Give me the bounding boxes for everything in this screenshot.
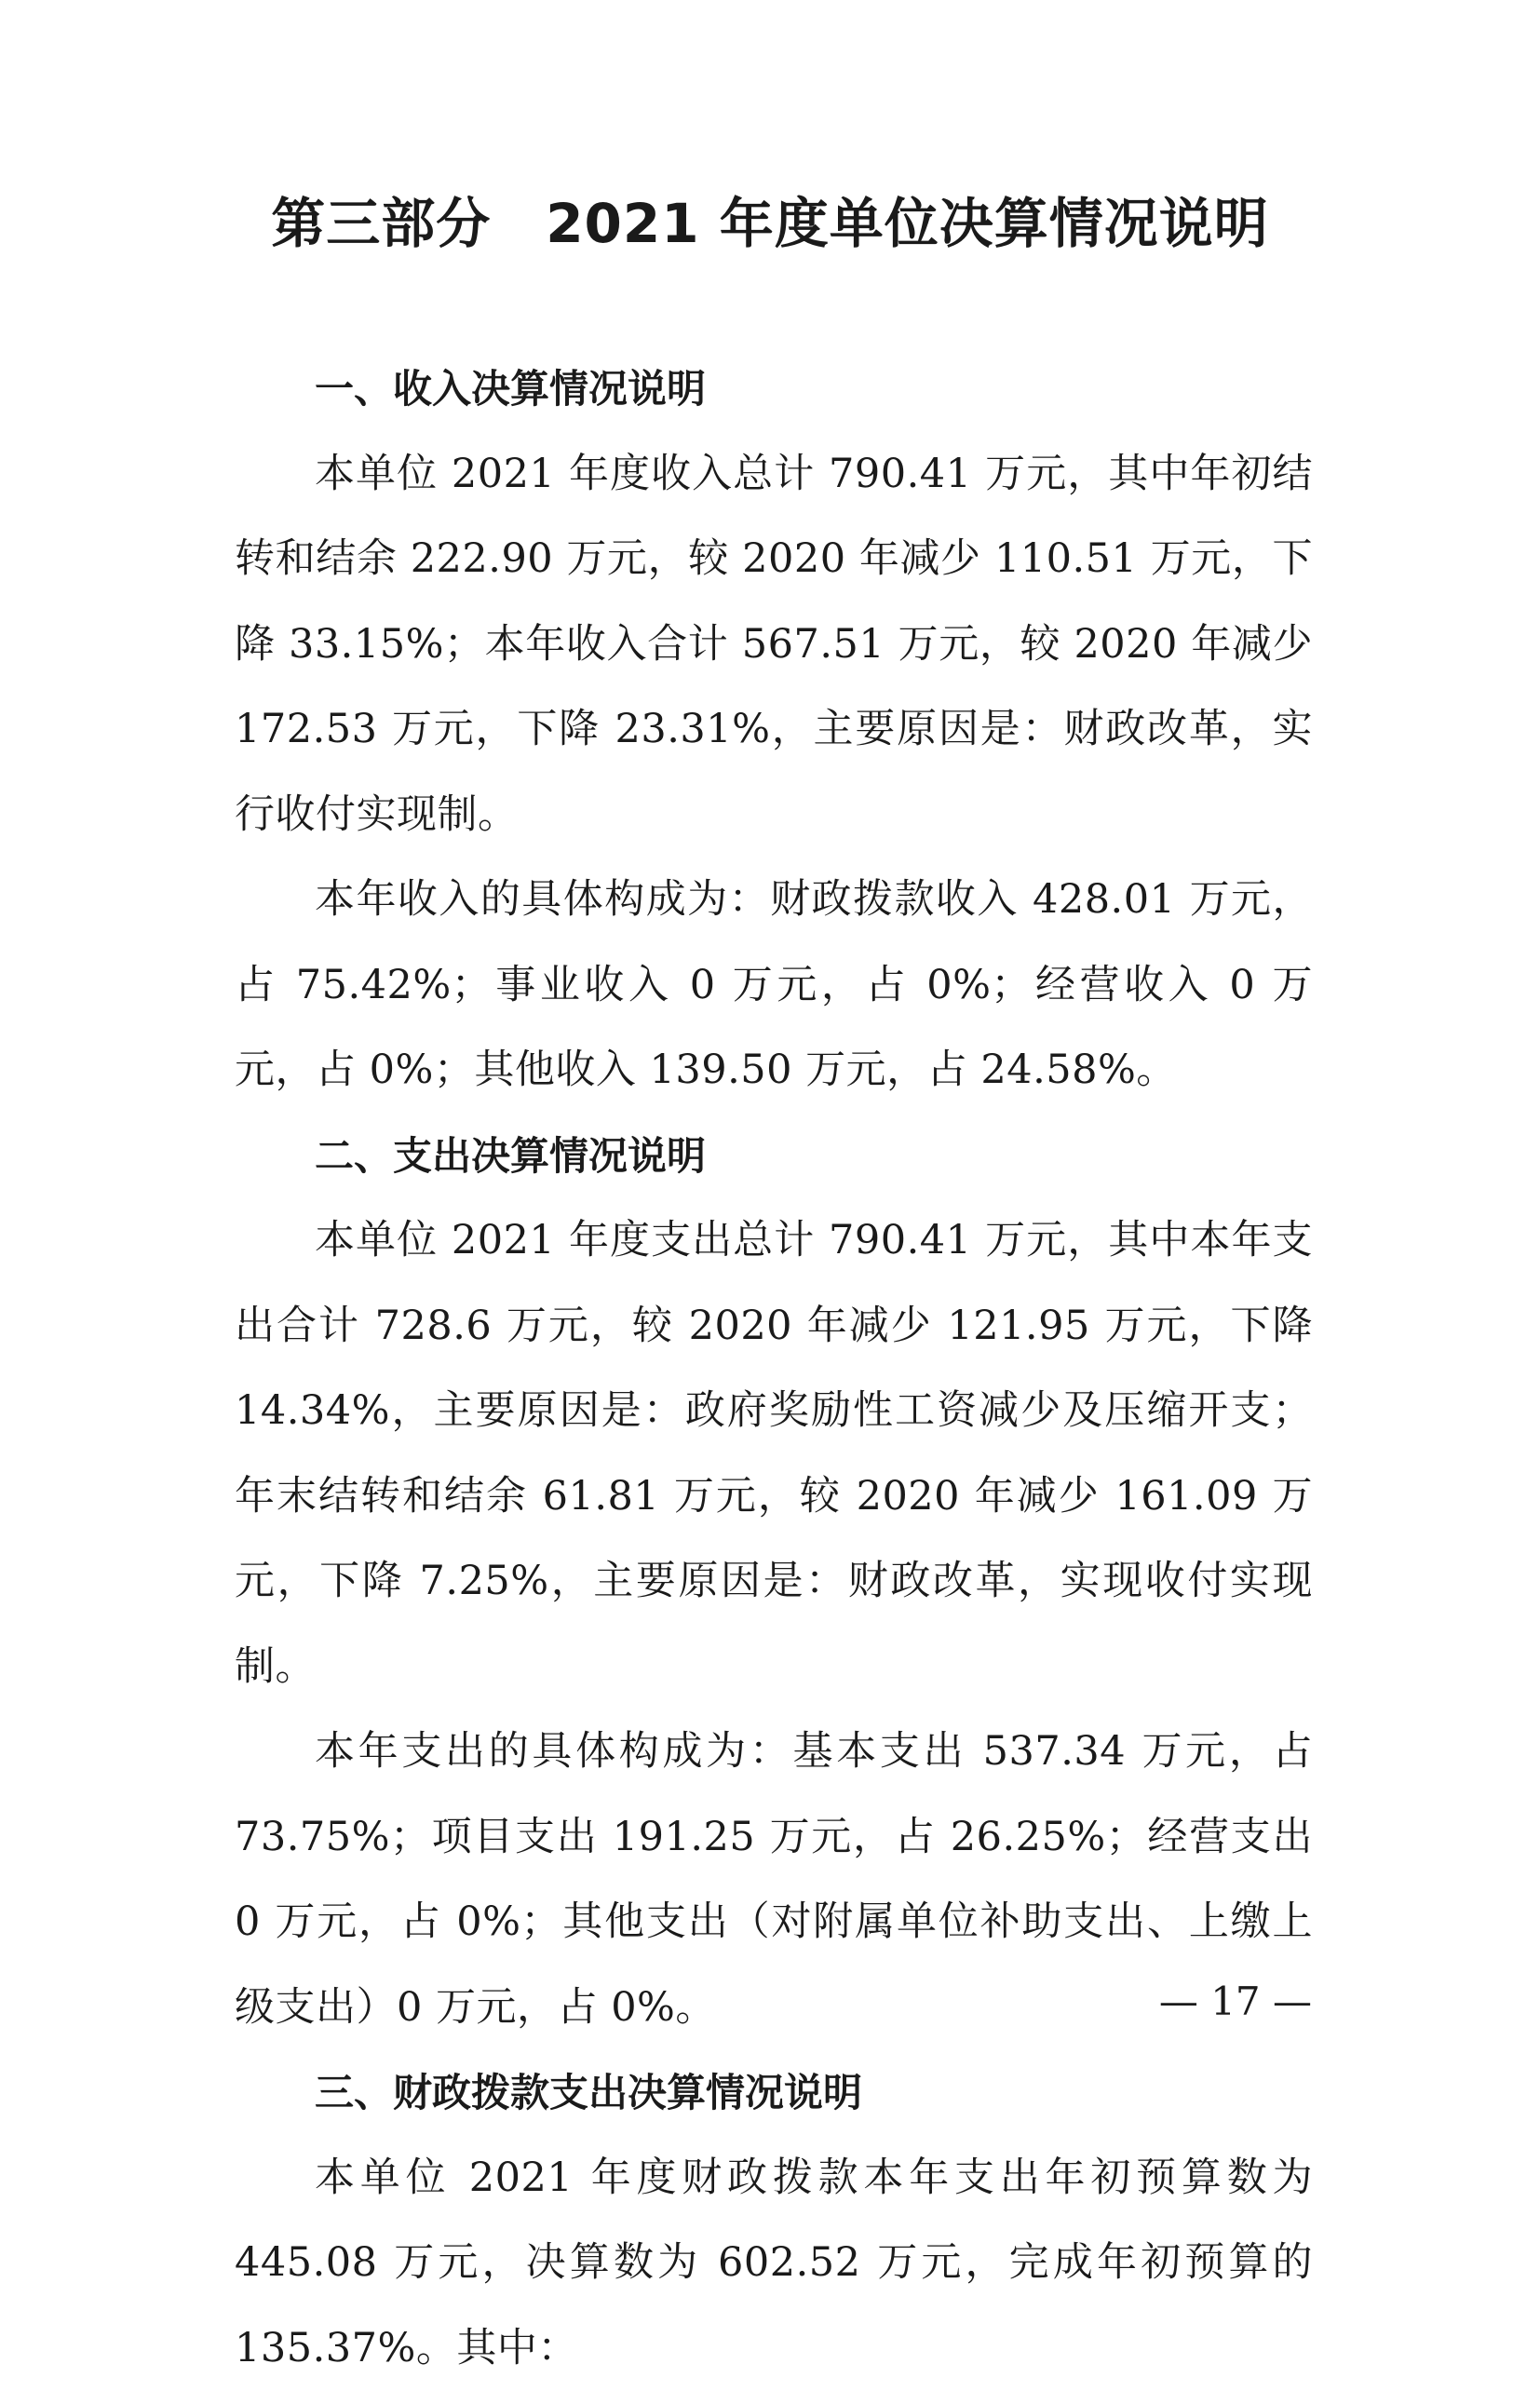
fiscal-appropriation-paragraph-1: 本单位 2021 年度财政拨款本年支出年初预算数为 445.08 万元，决算数为 602.52 万元，完成年初预算的 135.37%。其中：	[235, 2136, 1313, 2391]
document-body	[235, 346, 1313, 2391]
income-paragraph-1: 本单位 2021 年度收入总计 790.41 万元，其中年初结转和结余 222.90 万元，较 2020 年减少 110.51 万元，下降 33.15%；本年收入合计 567.51 万元，较 2020 年减少 172.53 万元，下降 23.31%，主要原因是：财政改革，实行收付实现制。	[235, 432, 1313, 858]
expenditure-paragraph-1: 本单位 2021 年度支出总计 790.41 万元，其中本年支出合计 728.6 万元，较 2020 年减少 121.95 万元，下降 14.34%，主要原因是：政府奖励性工资减少及压缩开支；年末结转和结余 61.81 万元，较 2020 年减少 161.09 万元，下降 7.25%，主要原因是：财政改革，实现收付实现制。	[235, 1198, 1313, 1709]
section-heading-expenditure: 二、支出决算情况说明	[235, 1114, 1313, 1199]
section-heading-income: 一、收入决算情况说明	[235, 346, 1313, 432]
page-number: — 17 —	[1159, 1974, 1312, 2030]
expenditure-paragraph-2: 本年支出的具体构成为：基本支出 537.34 万元，占 73.75%；项目支出 191.25 万元，占 26.25%；经营支出 0 万元，占 0%；其他支出（对附属单位补助支出、上缴上级支出）0 万元，占 0%。	[235, 1709, 1313, 2050]
income-paragraph-2: 本年收入的具体构成为：财政拨款收入 428.01 万元，占 75.42%；事业收入 0 万元，占 0%；经营收入 0 万元，占 0%；其他收入 139.50 万元，占 24.58%。	[235, 858, 1313, 1114]
page-title: 第三部分 2021 年度单位决算情况说明	[0, 186, 1540, 261]
section-heading-fiscal-appropriation: 三、财政拨款支出决算情况说明	[235, 2050, 1313, 2136]
